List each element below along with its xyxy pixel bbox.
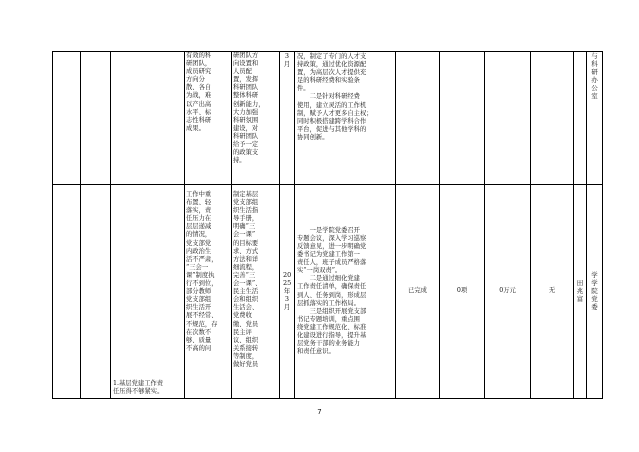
dept-cell: [587, 185, 603, 399]
status-cell: [396, 52, 440, 185]
amount-text: 0万元: [499, 287, 516, 295]
dept-cell: [587, 52, 603, 185]
amount-cell: [485, 185, 531, 399]
date-cell: [280, 52, 295, 185]
measure-cell: [232, 185, 280, 399]
table-row: [53, 52, 603, 185]
other-cell: [531, 185, 574, 399]
count-text: 0项: [456, 287, 468, 295]
detail-cell: [295, 52, 396, 185]
problem-text: 1.基层党建工作责 任压得不够紧实。: [113, 379, 164, 395]
problem-cell: [111, 185, 185, 399]
table-row: [53, 185, 603, 399]
date-cell: [280, 185, 295, 399]
other-cell: [531, 52, 574, 185]
rectification-table: [52, 51, 603, 399]
effect-cell: [185, 52, 232, 185]
count-cell: [440, 185, 485, 399]
dept-text: 与科 研办 公室: [591, 52, 598, 100]
effect-text: 工作中重 布置、轻 落实，责 任压力在 层层递减 的情况， 党支部党 内政治生 活不严肃， “三会一 课”制度执 行不到位， 部分教师 党支部组 织生活开 展不经常、 不规范，存 在次数不 够、质量 不高的问: [186, 191, 218, 352]
index-cell: [53, 52, 81, 185]
index-cell: [53, 185, 81, 399]
measure-text: 研团队方 向设置和 人员配 置，发挥 科研团队 整体科研 创新能力， 大力加强 科研氛围 建设，对 科研团队 给予一定 的政策支 持。: [233, 52, 265, 165]
measure-cell: [232, 52, 280, 185]
measure-text: 制定基层 党支部组 织生活指 导手册， 明确“三 会一课” 的目标要 求、方式 方法和详 细流程， 完善“三 会一课”、 民主生活 会和组织 生活会、 党费收 缴、党员 民主评 议、组织 关系接转 等制度， 做好党员: [233, 191, 262, 368]
problem-cell: [111, 52, 185, 185]
page-number: 7: [317, 408, 322, 416]
status-cell: [396, 185, 440, 399]
count-cell: [440, 52, 485, 185]
category-cell: [81, 52, 111, 185]
category-cell: [81, 185, 111, 399]
detail-text: 况，制定了专门的人才支 持政策，通过优化资源配 置，为高层次人才提供充 足的科研经费和实验条 件。 二是针对科研经费 使用，建立灵活的工作机 制，赋予人才更多自主权； 同时积极搭建跨学科合作 平台，促进与其他学科的 协同创新。: [297, 53, 373, 141]
person-cell: [574, 52, 587, 185]
person-text: 田 兆 富: [576, 278, 584, 303]
effect-cell: [185, 185, 232, 399]
person-cell: [574, 185, 587, 399]
status-text: 已完成: [408, 287, 427, 295]
date-text: 20 25 年 3 月: [283, 270, 292, 311]
dept-text: 学学 院党 委: [591, 270, 598, 311]
detail-cell: [295, 185, 396, 399]
date-text: 3 月: [283, 52, 291, 68]
effect-text: 有效的科 研团队， 成员研究 方向分 散、各自 为战，难 以产出高 水平、标 志性科研 成果。: [186, 52, 212, 132]
amount-cell: [485, 52, 531, 185]
detail-text: 一是学院党委召开 专题会议，深入学习巡察 反馈意见，进一步明确党 委书记为党建工作第一 责任人，班子成员严格落 实“一岗双责”。 二是通过细化党建 工作责任清单，确保责任 到人、任务到岗，形成层 层抓落实的工作格局。 三是组织开展党支部 书记专题培训，重点围 绕党建工作规范化、标准 化建设进行指导，提升基 层党务干部的业务能力 和责任意识。: [297, 226, 367, 356]
other-text: 无: [548, 287, 556, 295]
